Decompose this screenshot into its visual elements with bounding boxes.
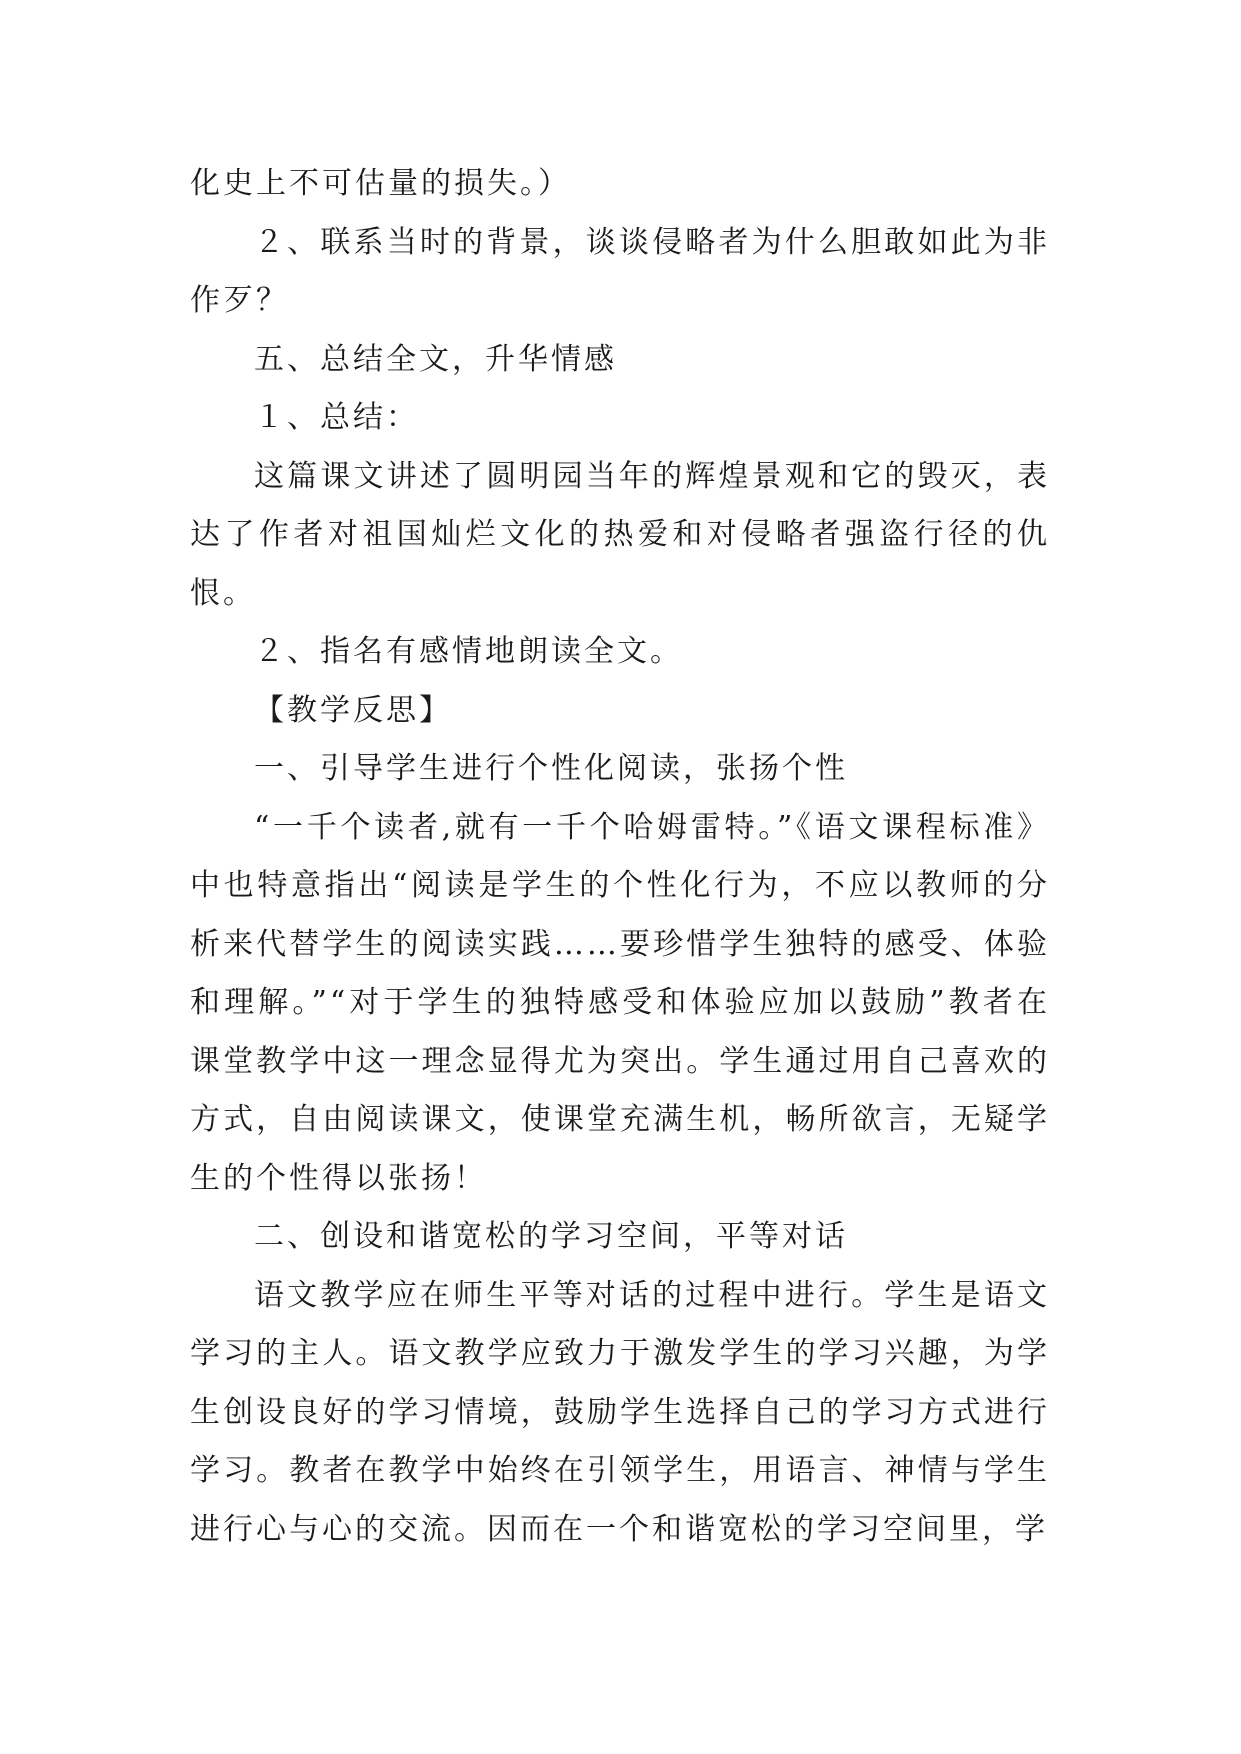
subheading-summary: １、总结： xyxy=(254,400,419,435)
section-heading-5: 五、总结全文，升华情感 xyxy=(254,341,617,377)
paragraph-reflection-2: 语文教学应在师生平等对话的过程中进行。学生是语文学习的主人。语文教学应致力于激发学生的学习兴趣，为学生创设良好的学习情境，鼓励学生选择自己的学习方式进行学习。教者在教学中始终在引领学生，用语言、神情与学生进行心与心的交流。因而在一个和谐宽松的学习空间里，学 xyxy=(190,1277,1050,1547)
reflection-heading-1: 一、引导学生进行个性化阅读，张扬个性 xyxy=(254,751,848,786)
document-body xyxy=(190,155,1050,1559)
paragraph-reading: ２、指名有感情地朗读全文。 xyxy=(254,634,683,669)
paragraph-reflection-1: “一千个读者,就有一千个哈姆雷特。”《语文课程标准》中也特意指出“阅读是学生的个性化行为，不应以教师的分析来代替学生的阅读实践……要珍惜学生独特的感受、体验和理解。”“对于学生的独特感受和体验应加以鼓励”教者在课堂教学中这一理念显得尤为突出。学生通过用自己喜欢的方式，自由阅读课文，使课堂充满生机，畅所欲言，无疑学生的个性得以张扬！ xyxy=(190,809,1050,1196)
paragraph-continued: 化史上不可估量的损失。） xyxy=(190,166,571,201)
reflection-heading-2: 二、创设和谐宽松的学习空间，平等对话 xyxy=(254,1219,848,1254)
paragraph-question-2: ２、联系当时的背景，谈谈侵略者为什么胆敢如此为非作歹？ xyxy=(190,224,1050,318)
section-heading-reflection: 【教学反思】 xyxy=(254,692,452,728)
paragraph-summary: 这篇课文讲述了圆明园当年的辉煌景观和它的毁灭，表达了作者对祖国灿烂文化的热爱和对侵略者强盗行径的仇恨。 xyxy=(190,458,1050,611)
